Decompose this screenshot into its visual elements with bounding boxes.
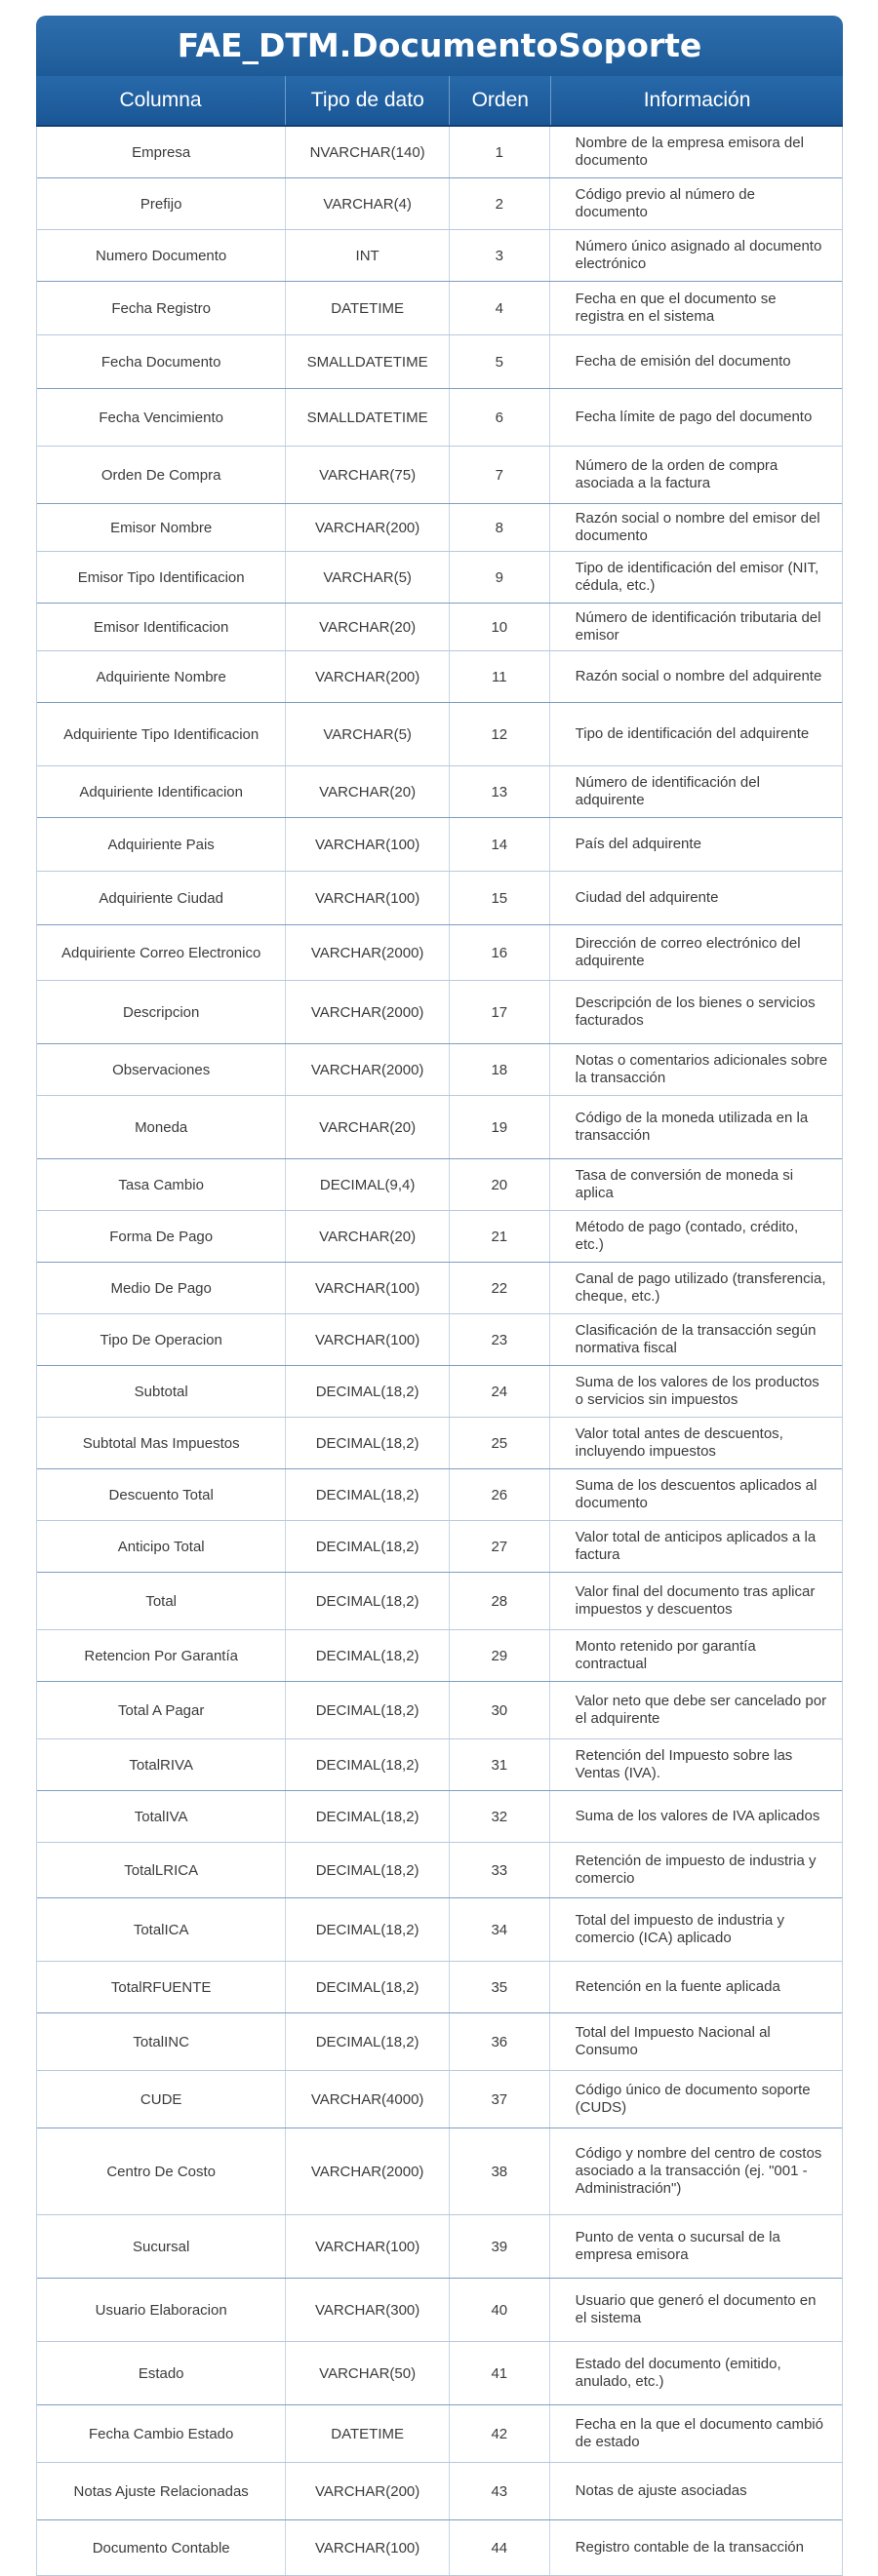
table-cell-orden: 30 [450,1682,550,1738]
table-cell-tipo: DECIMAL(18,2) [286,1418,450,1468]
table-cell-informacion: Valor neto que debe ser cancelado por el adquirente [575,1693,827,1727]
table-row [37,1630,842,1682]
table-cell-tipo: VARCHAR(100) [286,818,450,871]
table-row [37,504,842,552]
table-cell-columna: Empresa [37,127,286,177]
table-cell-columna: Medio De Pago [37,1263,286,1313]
table-header [36,76,843,127]
table-cell-informacion: Descripción de los bienes o servicios facturados [575,995,816,1029]
table-cell-tipo: VARCHAR(4) [286,178,450,229]
table-cell-orden: 31 [450,1739,550,1790]
table-row [37,2215,842,2279]
table-cell-informacion: Ciudad del adquirente [575,889,719,906]
table-row [37,178,842,230]
table-cell-columna: Tipo De Operacion [37,1314,286,1365]
table-row [37,282,842,335]
table-cell-informacion: Dirección de correo electrónico del adquirente [575,935,801,969]
table-cell-columna: Adquiriente Nombre [37,651,286,702]
table-cell-informacion: Clasificación de la transacción según normativa fiscal [575,1322,817,1356]
table-row [37,552,842,604]
table-cell-columna: Fecha Cambio Estado [37,2405,286,2462]
table-row [37,703,842,766]
table-row [37,1096,842,1159]
table-cell-orden: 16 [450,925,550,980]
table-row [37,766,842,818]
table-cell-informacion: Valor total de anticipos aplicados a la factura [575,1529,817,1563]
table-cell-orden: 41 [450,2342,550,2404]
table-row [37,1843,842,1898]
table-row [37,2128,842,2215]
table-cell-columna: Documento Contable [37,2520,286,2575]
table-cell-tipo: INT [286,230,450,281]
table-cell-informacion: Número de identificación tributaria del emisor [575,609,821,644]
table-cell-columna: Adquiriente Tipo Identificacion [37,703,286,765]
table-cell-informacion: Nombre de la empresa emisora del documento [575,135,804,169]
table-cell-orden: 29 [450,1630,550,1681]
table-cell-informacion: Estado del documento (emitido, anulado, etc.) [575,2356,781,2390]
table-cell-orden: 40 [450,2279,550,2341]
table-cell-columna: Fecha Vencimiento [37,389,286,446]
table-cell-orden: 12 [450,703,550,765]
table-cell-informacion: Retención de impuesto de industria y comercio [575,1853,817,1887]
table-row [37,1962,842,2013]
table-cell-columna: Fecha Registro [37,282,286,334]
table-cell-informacion: Fecha en la que el documento cambió de estado [575,2416,823,2450]
table-cell-informacion: Fecha límite de pago del documento [575,409,813,425]
table-cell-columna: Fecha Documento [37,335,286,388]
table-cell-orden: 8 [450,504,550,551]
table-cell-columna: Total A Pagar [37,1682,286,1738]
table-cell-columna: Estado [37,2342,286,2404]
table-cell-informacion: Punto de venta o sucursal de la empresa emisora [575,2229,780,2263]
table-body [36,127,843,2576]
table-cell-informacion: Valor total antes de descuentos, incluyendo impuestos [575,1425,783,1460]
table-cell-orden: 11 [450,651,550,702]
table-cell-orden: 44 [450,2520,550,2575]
table-cell-orden: 28 [450,1573,550,1629]
table-row [37,335,842,389]
table-cell-orden: 9 [450,552,550,603]
table-cell-tipo: VARCHAR(50) [286,2342,450,2404]
table-row [37,651,842,703]
table-cell-tipo: VARCHAR(200) [286,651,450,702]
table-cell-columna: TotalLRICA [37,1843,286,1897]
table-cell-orden: 14 [450,818,550,871]
table-cell-columna: Adquiriente Correo Electronico [37,925,286,980]
table-title: FAE_DTM.DocumentoSoporte [36,16,843,76]
table-cell-tipo: SMALLDATETIME [286,335,450,388]
table-cell-orden: 10 [450,604,550,650]
table-cell-tipo: VARCHAR(100) [286,2215,450,2278]
table-cell-tipo: DECIMAL(18,2) [286,2013,450,2070]
table-cell-columna: CUDE [37,2071,286,2127]
table-row [37,1682,842,1739]
table-cell-tipo: DECIMAL(18,2) [286,1469,450,1520]
table-cell-tipo: VARCHAR(200) [286,504,450,551]
table-cell-columna: Notas Ajuste Relacionadas [37,2463,286,2519]
table-cell-tipo: DECIMAL(18,2) [286,1962,450,2012]
table-cell-columna: Centro De Costo [37,2128,286,2214]
table-cell-informacion: Notas de ajuste asociadas [575,2482,747,2499]
table-row [37,447,842,504]
table-cell-informacion: Número único asignado al documento electrónico [575,238,822,272]
table-cell-tipo: VARCHAR(300) [286,2279,450,2341]
table-cell-informacion: Total del impuesto de industria y comercio (ICA) aplicado [575,1912,784,1946]
table-row [37,1791,842,1843]
table-cell-informacion: Razón social o nombre del emisor del documento [575,510,820,544]
table-row [37,2463,842,2520]
data-dictionary-table [36,16,843,2576]
table-cell-orden: 33 [450,1843,550,1897]
table-cell-columna: Total [37,1573,286,1629]
table-cell-orden: 35 [450,1962,550,2012]
table-cell-orden: 18 [450,1044,550,1095]
table-row [37,872,842,925]
table-cell-informacion: Código y nombre del centro de costos asociado a la transacción (ej. "001 - Administración") [575,2145,822,2197]
table-cell-columna: Tasa Cambio [37,1159,286,1210]
table-cell-orden: 1 [450,127,550,177]
table-cell-tipo: VARCHAR(75) [286,447,450,503]
header-tipo-de-dato: Tipo de dato [286,76,450,125]
table-cell-columna: Emisor Nombre [37,504,286,551]
table-cell-informacion: País del adquirente [575,836,701,852]
table-cell-informacion: Total del Impuesto Nacional al Consumo [575,2024,771,2058]
table-cell-tipo: VARCHAR(20) [286,604,450,650]
table-cell-orden: 19 [450,1096,550,1158]
table-cell-tipo: DECIMAL(9,4) [286,1159,450,1210]
table-row [37,230,842,282]
table-cell-tipo: VARCHAR(20) [286,1096,450,1158]
table-cell-informacion: Monto retenido por garantía contractual [575,1638,756,1672]
table-cell-columna: Orden De Compra [37,447,286,503]
table-cell-orden: 39 [450,2215,550,2278]
header-columna: Columna [36,76,286,125]
table-cell-tipo: VARCHAR(100) [286,2520,450,2575]
table-cell-informacion: Retención del Impuesto sobre las Ventas (IVA). [575,1747,793,1781]
table-cell-tipo: VARCHAR(20) [286,1211,450,1262]
table-cell-tipo: DECIMAL(18,2) [286,1739,450,1790]
table-cell-tipo: VARCHAR(2000) [286,925,450,980]
table-row [37,1521,842,1573]
table-cell-tipo: VARCHAR(2000) [286,1044,450,1095]
table-cell-orden: 20 [450,1159,550,1210]
table-row [37,2013,842,2071]
table-row [37,127,842,178]
table-cell-informacion: Tasa de conversión de moneda si aplica [575,1167,794,1201]
table-row [37,1418,842,1469]
table-cell-orden: 27 [450,1521,550,1572]
table-cell-tipo: VARCHAR(100) [286,1263,450,1313]
table-cell-tipo: DECIMAL(18,2) [286,1521,450,1572]
table-cell-columna: Descripcion [37,981,286,1043]
table-cell-columna: TotalINC [37,2013,286,2070]
table-cell-informacion: Suma de los descuentos aplicados al documento [575,1477,818,1511]
table-row [37,604,842,651]
table-cell-informacion: Código previo al número de documento [575,186,755,220]
table-row [37,2405,842,2463]
table-cell-orden: 23 [450,1314,550,1365]
table-row [37,1044,842,1096]
table-row [37,1898,842,1962]
table-cell-informacion: Número de identificación del adquirente [575,774,760,808]
table-cell-orden: 25 [450,1418,550,1468]
table-cell-informacion: Suma de los valores de los productos o servicios sin impuestos [575,1374,819,1408]
header-orden: Orden [450,76,551,125]
table-row [37,981,842,1044]
table-cell-orden: 17 [450,981,550,1043]
table-cell-informacion: Código único de documento soporte (CUDS) [575,2082,811,2116]
table-cell-informacion: Tipo de identificación del emisor (NIT, cédula, etc.) [575,560,819,594]
table-cell-columna: Observaciones [37,1044,286,1095]
table-cell-informacion: Retención en la fuente aplicada [575,1978,780,1995]
table-row [37,2520,842,2576]
table-cell-tipo: DECIMAL(18,2) [286,1898,450,1961]
table-cell-orden: 43 [450,2463,550,2519]
table-cell-columna: Adquiriente Ciudad [37,872,286,924]
table-cell-columna: Emisor Identificacion [37,604,286,650]
table-cell-orden: 15 [450,872,550,924]
table-cell-orden: 13 [450,766,550,817]
table-cell-informacion: Usuario que generó el documento en el sistema [575,2292,817,2326]
table-cell-tipo: VARCHAR(100) [286,872,450,924]
table-cell-informacion: Código de la moneda utilizada en la transacción [575,1110,809,1144]
table-cell-columna: Moneda [37,1096,286,1158]
table-cell-tipo: DECIMAL(18,2) [286,1682,450,1738]
table-cell-tipo: DECIMAL(18,2) [286,1573,450,1629]
table-cell-orden: 24 [450,1366,550,1417]
table-cell-informacion: Registro contable de la transacción [575,2539,804,2556]
table-row [37,1366,842,1418]
table-row [37,1159,842,1211]
table-cell-orden: 5 [450,335,550,388]
table-cell-informacion: Valor final del documento tras aplicar impuestos y descuentos [575,1583,816,1618]
table-cell-orden: 37 [450,2071,550,2127]
table-cell-informacion: Notas o comentarios adicionales sobre la transacción [575,1052,828,1086]
table-cell-tipo: DATETIME [286,2405,450,2462]
table-row [37,1263,842,1314]
table-cell-informacion: Razón social o nombre del adquirente [575,668,822,684]
table-cell-columna: TotalICA [37,1898,286,1961]
table-cell-columna: Subtotal [37,1366,286,1417]
table-cell-informacion: Canal de pago utilizado (transferencia, cheque, etc.) [575,1270,826,1305]
table-cell-columna: Sucursal [37,2215,286,2278]
table-cell-tipo: DECIMAL(18,2) [286,1366,450,1417]
table-row [37,1573,842,1630]
table-cell-tipo: SMALLDATETIME [286,389,450,446]
table-cell-columna: TotalRFUENTE [37,1962,286,2012]
table-cell-columna: Emisor Tipo Identificacion [37,552,286,603]
table-cell-tipo: DECIMAL(18,2) [286,1630,450,1681]
table-cell-orden: 3 [450,230,550,281]
table-cell-orden: 7 [450,447,550,503]
table-row [37,2279,842,2342]
table-cell-informacion: Método de pago (contado, crédito, etc.) [575,1219,799,1253]
table-row [37,1314,842,1366]
table-row [37,2342,842,2405]
table-cell-columna: Descuento Total [37,1469,286,1520]
table-cell-orden: 32 [450,1791,550,1842]
table-cell-columna: Anticipo Total [37,1521,286,1572]
table-row [37,1211,842,1263]
table-cell-columna: Subtotal Mas Impuestos [37,1418,286,1468]
table-row [37,925,842,981]
table-cell-tipo: VARCHAR(2000) [286,2128,450,2214]
table-cell-orden: 42 [450,2405,550,2462]
table-cell-columna: Adquiriente Pais [37,818,286,871]
table-cell-informacion: Fecha en que el documento se registra en el sistema [575,291,777,325]
table-cell-orden: 21 [450,1211,550,1262]
table-cell-orden: 26 [450,1469,550,1520]
table-cell-informacion: Fecha de emisión del documento [575,353,791,370]
table-cell-tipo: NVARCHAR(140) [286,127,450,177]
table-cell-orden: 6 [450,389,550,446]
table-cell-tipo: DECIMAL(18,2) [286,1843,450,1897]
table-cell-columna: Usuario Elaboracion [37,2279,286,2341]
table-cell-orden: 36 [450,2013,550,2070]
table-cell-informacion: Tipo de identificación del adquirente [575,725,810,742]
table-cell-orden: 4 [450,282,550,334]
table-row [37,2071,842,2128]
table-cell-columna: Retencion Por Garantía [37,1630,286,1681]
table-cell-tipo: DATETIME [286,282,450,334]
table-row [37,389,842,447]
table-cell-columna: TotalIVA [37,1791,286,1842]
table-cell-tipo: VARCHAR(100) [286,1314,450,1365]
table-cell-orden: 38 [450,2128,550,2214]
table-cell-tipo: DECIMAL(18,2) [286,1791,450,1842]
table-cell-orden: 34 [450,1898,550,1961]
table-cell-informacion: Suma de los valores de IVA aplicados [575,1808,820,1824]
table-cell-tipo: VARCHAR(20) [286,766,450,817]
table-cell-columna: TotalRIVA [37,1739,286,1790]
table-cell-tipo: VARCHAR(4000) [286,2071,450,2127]
table-row [37,1469,842,1521]
table-cell-columna: Prefijo [37,178,286,229]
table-cell-columna: Adquiriente Identificacion [37,766,286,817]
table-cell-orden: 2 [450,178,550,229]
table-row [37,818,842,872]
table-cell-tipo: VARCHAR(2000) [286,981,450,1043]
table-cell-tipo: VARCHAR(5) [286,552,450,603]
table-cell-informacion: Número de la orden de compra asociada a la factura [575,457,778,491]
table-cell-tipo: VARCHAR(5) [286,703,450,765]
table-cell-orden: 22 [450,1263,550,1313]
table-cell-columna: Forma De Pago [37,1211,286,1262]
header-informacion: Información [643,89,751,111]
table-row [37,1739,842,1791]
table-cell-columna: Numero Documento [37,230,286,281]
table-cell-tipo: VARCHAR(200) [286,2463,450,2519]
